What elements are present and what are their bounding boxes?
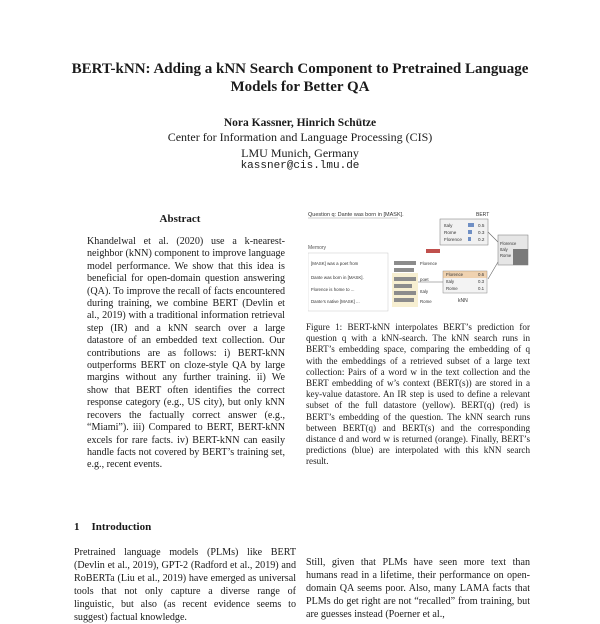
bert-candidate-score: 0.2	[478, 237, 485, 242]
embedding-bar	[394, 298, 414, 302]
paper-authors: Nora Kassner, Hinrich Schütze	[223, 117, 377, 129]
datastore-word: Florence	[420, 261, 438, 266]
bert-candidate-word: Italy	[444, 223, 453, 228]
context-text: Florence is home to ...	[311, 287, 355, 292]
bert-candidate-word: Rome	[444, 230, 457, 235]
figure-arrow	[488, 232, 498, 242]
figure-1-caption: Figure 1: BERT-kNN interpolates BERT’s prediction for question q with a kNN-search. The kNN search runs in BERT’s embedding space, comparing the embedding of q with the embeddings of a retrieved subset of a large text collection: Pairs of a word w in the text collection and the BERT embedding of w’s context (BERT(s)) are stored in a key-value datastore. An IR step is used to define a relevant subset of the full datastore (yellow). BERT(q) (red) is BERT’s embedding of the question. The kNN search runs between BERT(q) and BERT(s) and the corresponding distance d and word w is returned (orange). Finally, BERT’s predictions (blue) are interpolated with this kNN search result.	[306, 322, 530, 467]
knn-result-score: 0.6	[478, 272, 485, 277]
embedding-bar	[394, 291, 416, 295]
section-number: 1	[74, 521, 80, 533]
bert-score-bar	[468, 237, 471, 241]
context-text: Dante was born in [MASK].	[311, 275, 364, 280]
output-label: Italy	[500, 247, 508, 252]
figure-bert-label: BERT	[476, 212, 490, 218]
bert-candidate-score: 0.5	[478, 223, 485, 228]
affiliation-line-1: Center for Information and Language Processing (CIS)	[167, 130, 433, 144]
datastore-word: poet	[420, 277, 429, 282]
embedding-bar	[394, 268, 414, 272]
output-label: Florence	[500, 241, 517, 246]
knn-result-score: 0.3	[478, 279, 485, 284]
section-title: Introduction	[91, 521, 152, 533]
bert-candidate-word: Florence	[444, 237, 462, 242]
bert-score-bar	[468, 223, 474, 227]
figure-1-diagram	[308, 207, 530, 315]
knn-result-word: Rome	[446, 286, 458, 291]
knn-result-word: Italy	[446, 279, 455, 284]
affiliation-line-2: LMU Munich, Germany	[241, 146, 359, 160]
context-text: Dante’s native [MASK] ...	[311, 299, 360, 304]
query-embedding-bar	[426, 249, 440, 253]
knn-result-score: 0.1	[478, 286, 485, 291]
embedding-bar	[394, 284, 412, 288]
abstract-heading: Abstract	[159, 213, 201, 225]
output-label: Rome	[500, 253, 512, 258]
figure-arrow	[488, 262, 498, 279]
figure-memory-label: Memory	[308, 245, 327, 251]
figure-knn-label: kNN	[458, 298, 468, 304]
figure-question-label: Question q: Dante was born in [MASK].	[308, 212, 404, 218]
embedding-bar	[394, 261, 416, 265]
paper-title-line-1: BERT-kNN: Adding a kNN Search Component to Pretrained Language	[71, 61, 529, 77]
datastore-word: Italy	[420, 289, 429, 294]
bert-score-bar	[468, 230, 472, 234]
introduction-heading	[74, 521, 151, 533]
figure-datastore-words	[420, 261, 438, 304]
right-column-text: Still, given that PLMs have seen more text than humans read in a lifetime, their performance on open-domain QA seems poor. Also, many LAMA facts that PLMs do get right are not “recalled” from training, but are guesses instead (Poerner et al.,	[306, 557, 530, 620]
knn-result-word: Florence	[446, 272, 464, 277]
paper-title-line-2: Models for Better QA	[230, 79, 370, 95]
output-dark-block	[513, 249, 528, 265]
context-text: [MASK] was a poet from	[311, 261, 359, 266]
author-email[interactable]: kassner@cis.lmu.de	[240, 160, 360, 172]
bert-candidate-score: 0.3	[478, 230, 485, 235]
datastore-word: Rome	[420, 299, 432, 304]
embedding-bar	[394, 277, 416, 281]
abstract-text: Khandelwal et al. (2020) use a k-nearest-neighbor (kNN) component to improve language model performance. We show that this idea is beneficial for open-domain question answering (QA). To improve the recall of facts encountered during training, we combine BERT (Devlin et al., 2019) with a traditional information retrieval step (IR) and a kNN search over a large datastore of an embedded text collection. Our contributions are as follows: i) BERT-kNN outperforms BERT on cloze-style QA by large margins without any further training. ii) We show that BERT often identifies the correct response category (e.g., US city), but only kNN recovers the factually correct answer (e.g., “Miami”). iii) Compared to BERT, BERT-kNN excels for rare facts. iv) BERT-kNN can easily handle facts not covered by BERT’s training set, e.g., recent events.	[87, 236, 285, 471]
introduction-text: Pretrained language models (PLMs) like BERT (Devlin et al., 2019), GPT-2 (Radford et al., 2019) and RoBERTa (Liu et al., 2019) have emerged as universal tools that not only capture a diverse range of linguistic, but also (as recent evidence seems to suggest) factual knowledge.	[74, 547, 296, 623]
